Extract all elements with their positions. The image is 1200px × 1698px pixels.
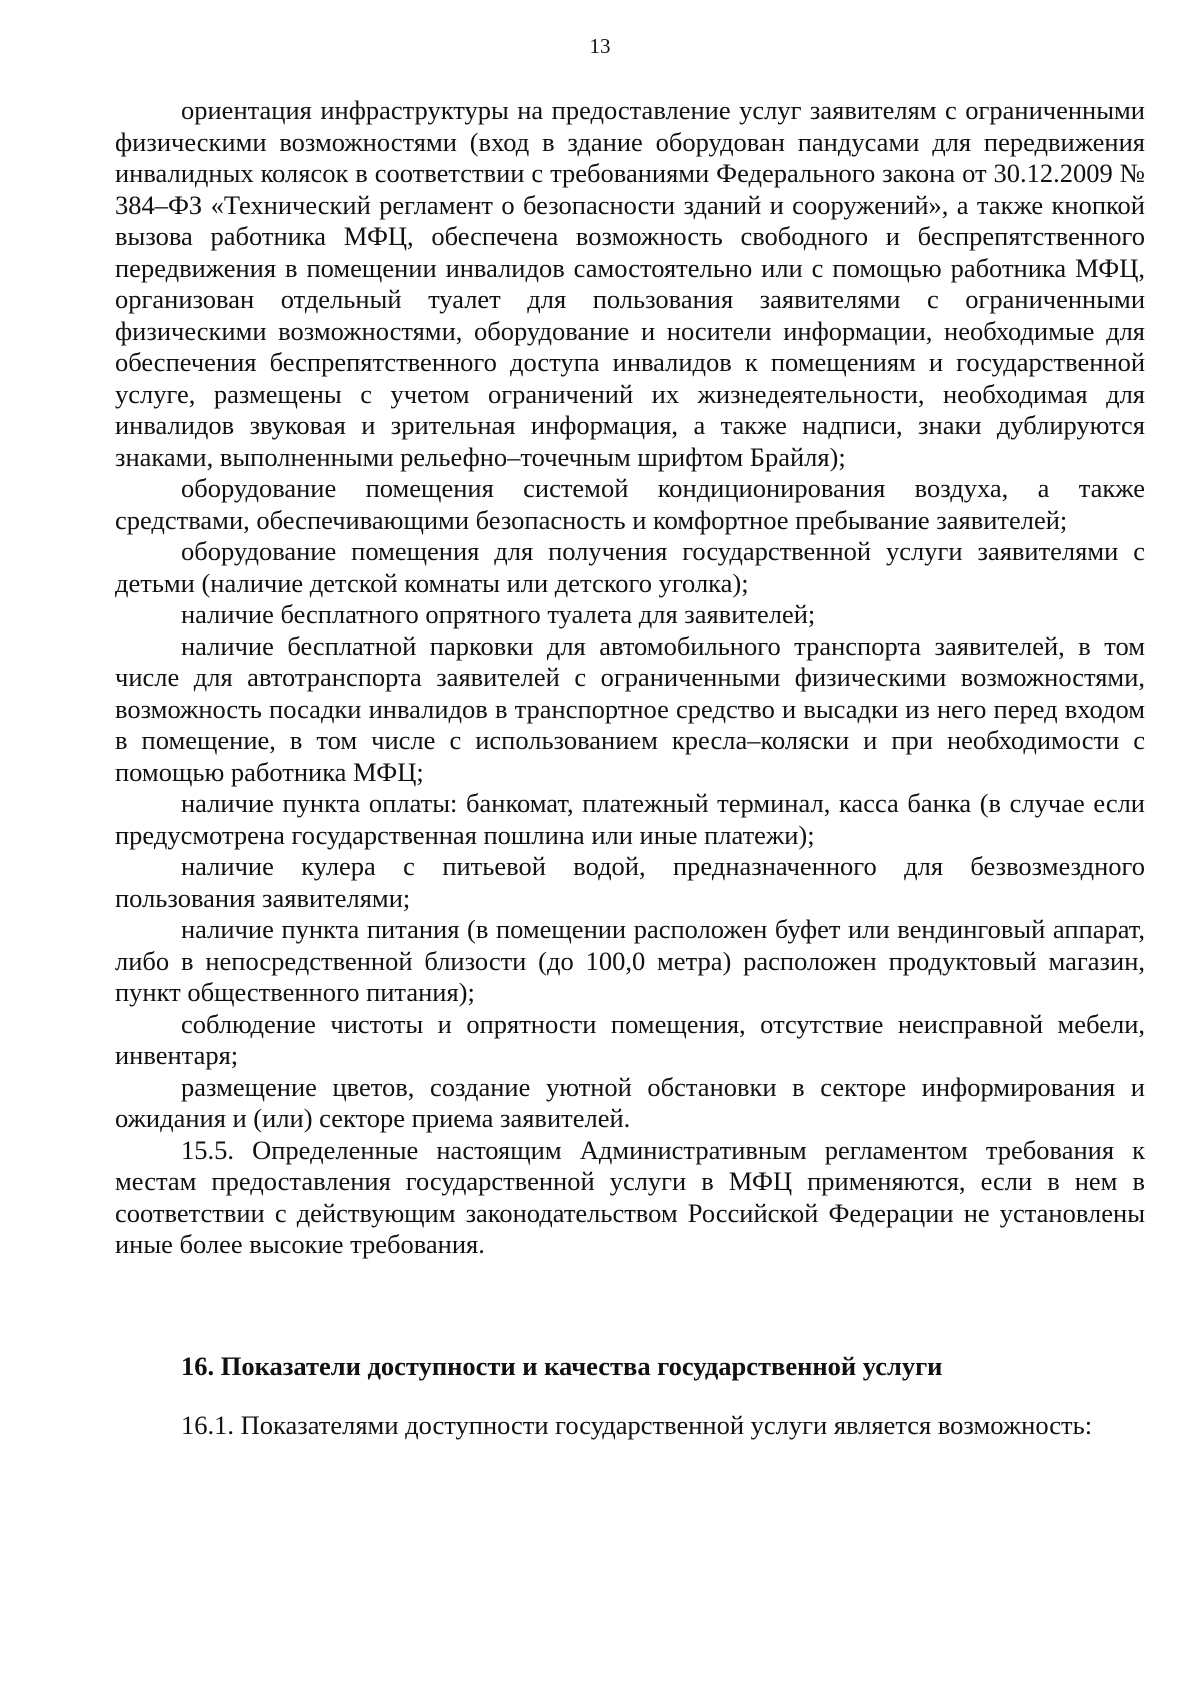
page-number: 13 bbox=[589, 34, 611, 58]
paragraph-food-point: наличие пункта питания (в помещении расположен буфет или вендинговый аппарат, либо в непосредственной близости (до 100,0 метра) расположен продуктовый магазин, пункт общественного питания); bbox=[115, 914, 1145, 1007]
paragraph-infrastructure: ориентация инфраструктуры на предоставление услуг заявителям с ограниченными физическими возможностями (вход в здание оборудован пандусами для передвижения инвалидных колясок в соответствии с требованиями Федерального закона от 30.12.2009 № 384–ФЗ «Технический регламент о безопасности зданий и сооружений», а также кнопкой вызова работника МФЦ, обеспечена возможность свободного и беспрепятственного передвижения в помещении инвалидов самостоятельно или с помощью работника МФЦ, организован отдельный туалет для пользования заявителями с ограниченными физическими возможностями, оборудование и носители информации, необходимые для обеспечения беспрепятственного доступа инвалидов к помещениям и государственной услуге, размещены с учетом ограничений их жизнедеятельности, необходимая для инвалидов звуковая и зрительная информация, а также надписи, знаки дублируются знаками, выполненными рельефно–точечным шрифтом Брайля); bbox=[115, 95, 1145, 472]
paragraph-16-1: 16.1. Показателями доступности государственной услуги является возможность: bbox=[181, 1410, 1093, 1440]
paragraph-children-room: оборудование помещения для получения государственной услуги заявителями с детьми (наличие детской комнаты или детского уголка); bbox=[115, 536, 1145, 598]
paragraph-flowers: размещение цветов, создание уютной обстановки в секторе информирования и ожидания и (или) секторе приема заявителей. bbox=[115, 1071, 1145, 1133]
section-heading: 16. Показатели доступности и качества государственной услуги bbox=[181, 1350, 943, 1381]
paragraph-cleanliness: соблюдение чистоты и опрятности помещения, отсутствие неисправной мебели, инвентаря; bbox=[115, 1008, 1145, 1070]
paragraph-water-cooler: наличие кулера с питьевой водой, предназначенного для безвозмездного пользования заявителями; bbox=[115, 851, 1145, 913]
paragraph-toilet: наличие бесплатного опрятного туалета для заявителей; bbox=[181, 599, 816, 629]
paragraph-air-conditioning: оборудование помещения системой кондиционирования воздуха, а также средствами, обеспечивающими безопасность и комфортное пребывание заявителей; bbox=[115, 473, 1145, 535]
paragraph-15-5: 15.5. Определенные настоящим Административным регламентом требования к местам предоставления государственной услуги в МФЦ применяются, если в нем в соответствии с действующим законодательством Российской Федерации не установлены иные более высокие требования. bbox=[115, 1134, 1145, 1259]
paragraph-parking: наличие бесплатной парковки для автомобильного транспорта заявителей, в том числе для автотранспорта заявителей с ограниченными физическими возможностями, возможность посадки инвалидов в транспортное средство и высадки из него перед входом в помещение, в том числе с использованием кресла–коляски и при необходимости с помощью работника МФЦ; bbox=[115, 630, 1145, 787]
heading-spacer bbox=[115, 1382, 1145, 1410]
section-spacer bbox=[115, 1261, 1145, 1351]
document-body bbox=[115, 95, 1145, 1442]
paragraph-payment-point: наличие пункта оплаты: банкомат, платежный терминал, касса банка (в случае если предусмотрена государственная пошлина или иные платежи); bbox=[115, 788, 1145, 850]
